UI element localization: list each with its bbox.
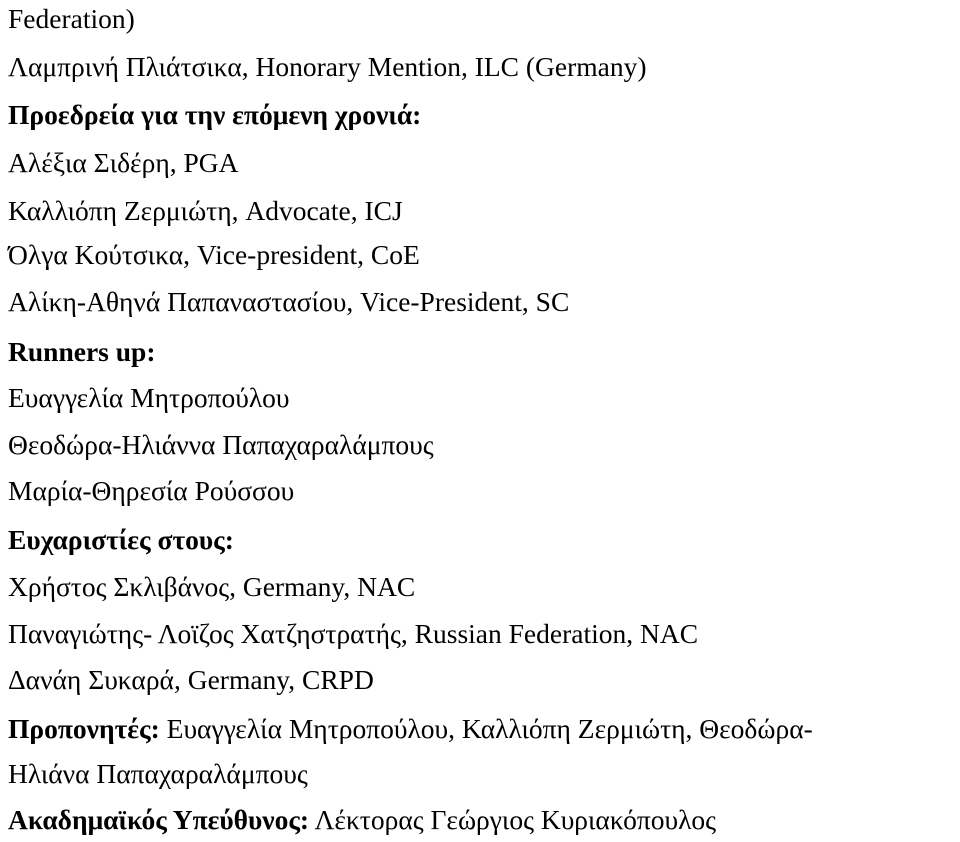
academic-supervisor-label: Ακαδημαϊκός Υπεύθυνος:: [8, 804, 310, 835]
list-item: Δανάη Συκαρά, Germany, CRPD: [8, 664, 374, 695]
list-item: Καλλιόπη Ζερμιώτη, Advocate, ICJ: [8, 195, 403, 226]
coaches-names: Ευαγγελία Μητροπούλου, Καλλιόπη Ζερμιώτη, Θεοδώρα-: [159, 713, 813, 744]
list-item: Μαρία-Θηρεσία Ρούσσου: [8, 475, 295, 506]
coaches-line-continued: Ηλιάνα Παπαχαραλάμπους: [8, 758, 308, 789]
coaches-label: Προπονητές:: [8, 713, 160, 744]
section-heading-thanks: Ευχαριστίες στους:: [8, 524, 234, 555]
list-item: Θεοδώρα-Ηλιάννα Παπαχαραλάμπους: [8, 429, 434, 460]
section-heading-presidency: Προεδρεία για την επόμενη χρονιά:: [8, 99, 422, 130]
list-item: Αλέξια Σιδέρη, PGA: [8, 147, 239, 178]
list-item: Παναγιώτης- Λοϊζος Χατζηστρατής, Russian Federation, NAC: [8, 618, 699, 649]
award-line: Λαμπρινή Πλιάτσικα, Honorary Mention, ILC (Germany): [8, 51, 647, 82]
academic-supervisor-name: Λέκτορας Γεώργιος Κυριακόπουλος: [309, 804, 717, 835]
coaches-line: [8, 712, 813, 746]
continued-line: Federation): [8, 3, 135, 34]
list-item: Ευαγγελία Μητροπούλου: [8, 382, 290, 413]
list-item: Αλίκη-Αθηνά Παπαναστασίου, Vice-President, SC: [8, 286, 570, 317]
list-item: Χρήστος Σκλιβάνος, Germany, NAC: [8, 571, 416, 602]
academic-supervisor-line: [8, 803, 716, 837]
list-item: Όλγα Κούτσικα, Vice-president, CoE: [8, 239, 420, 270]
section-heading-runners-up: Runners up:: [8, 336, 156, 367]
